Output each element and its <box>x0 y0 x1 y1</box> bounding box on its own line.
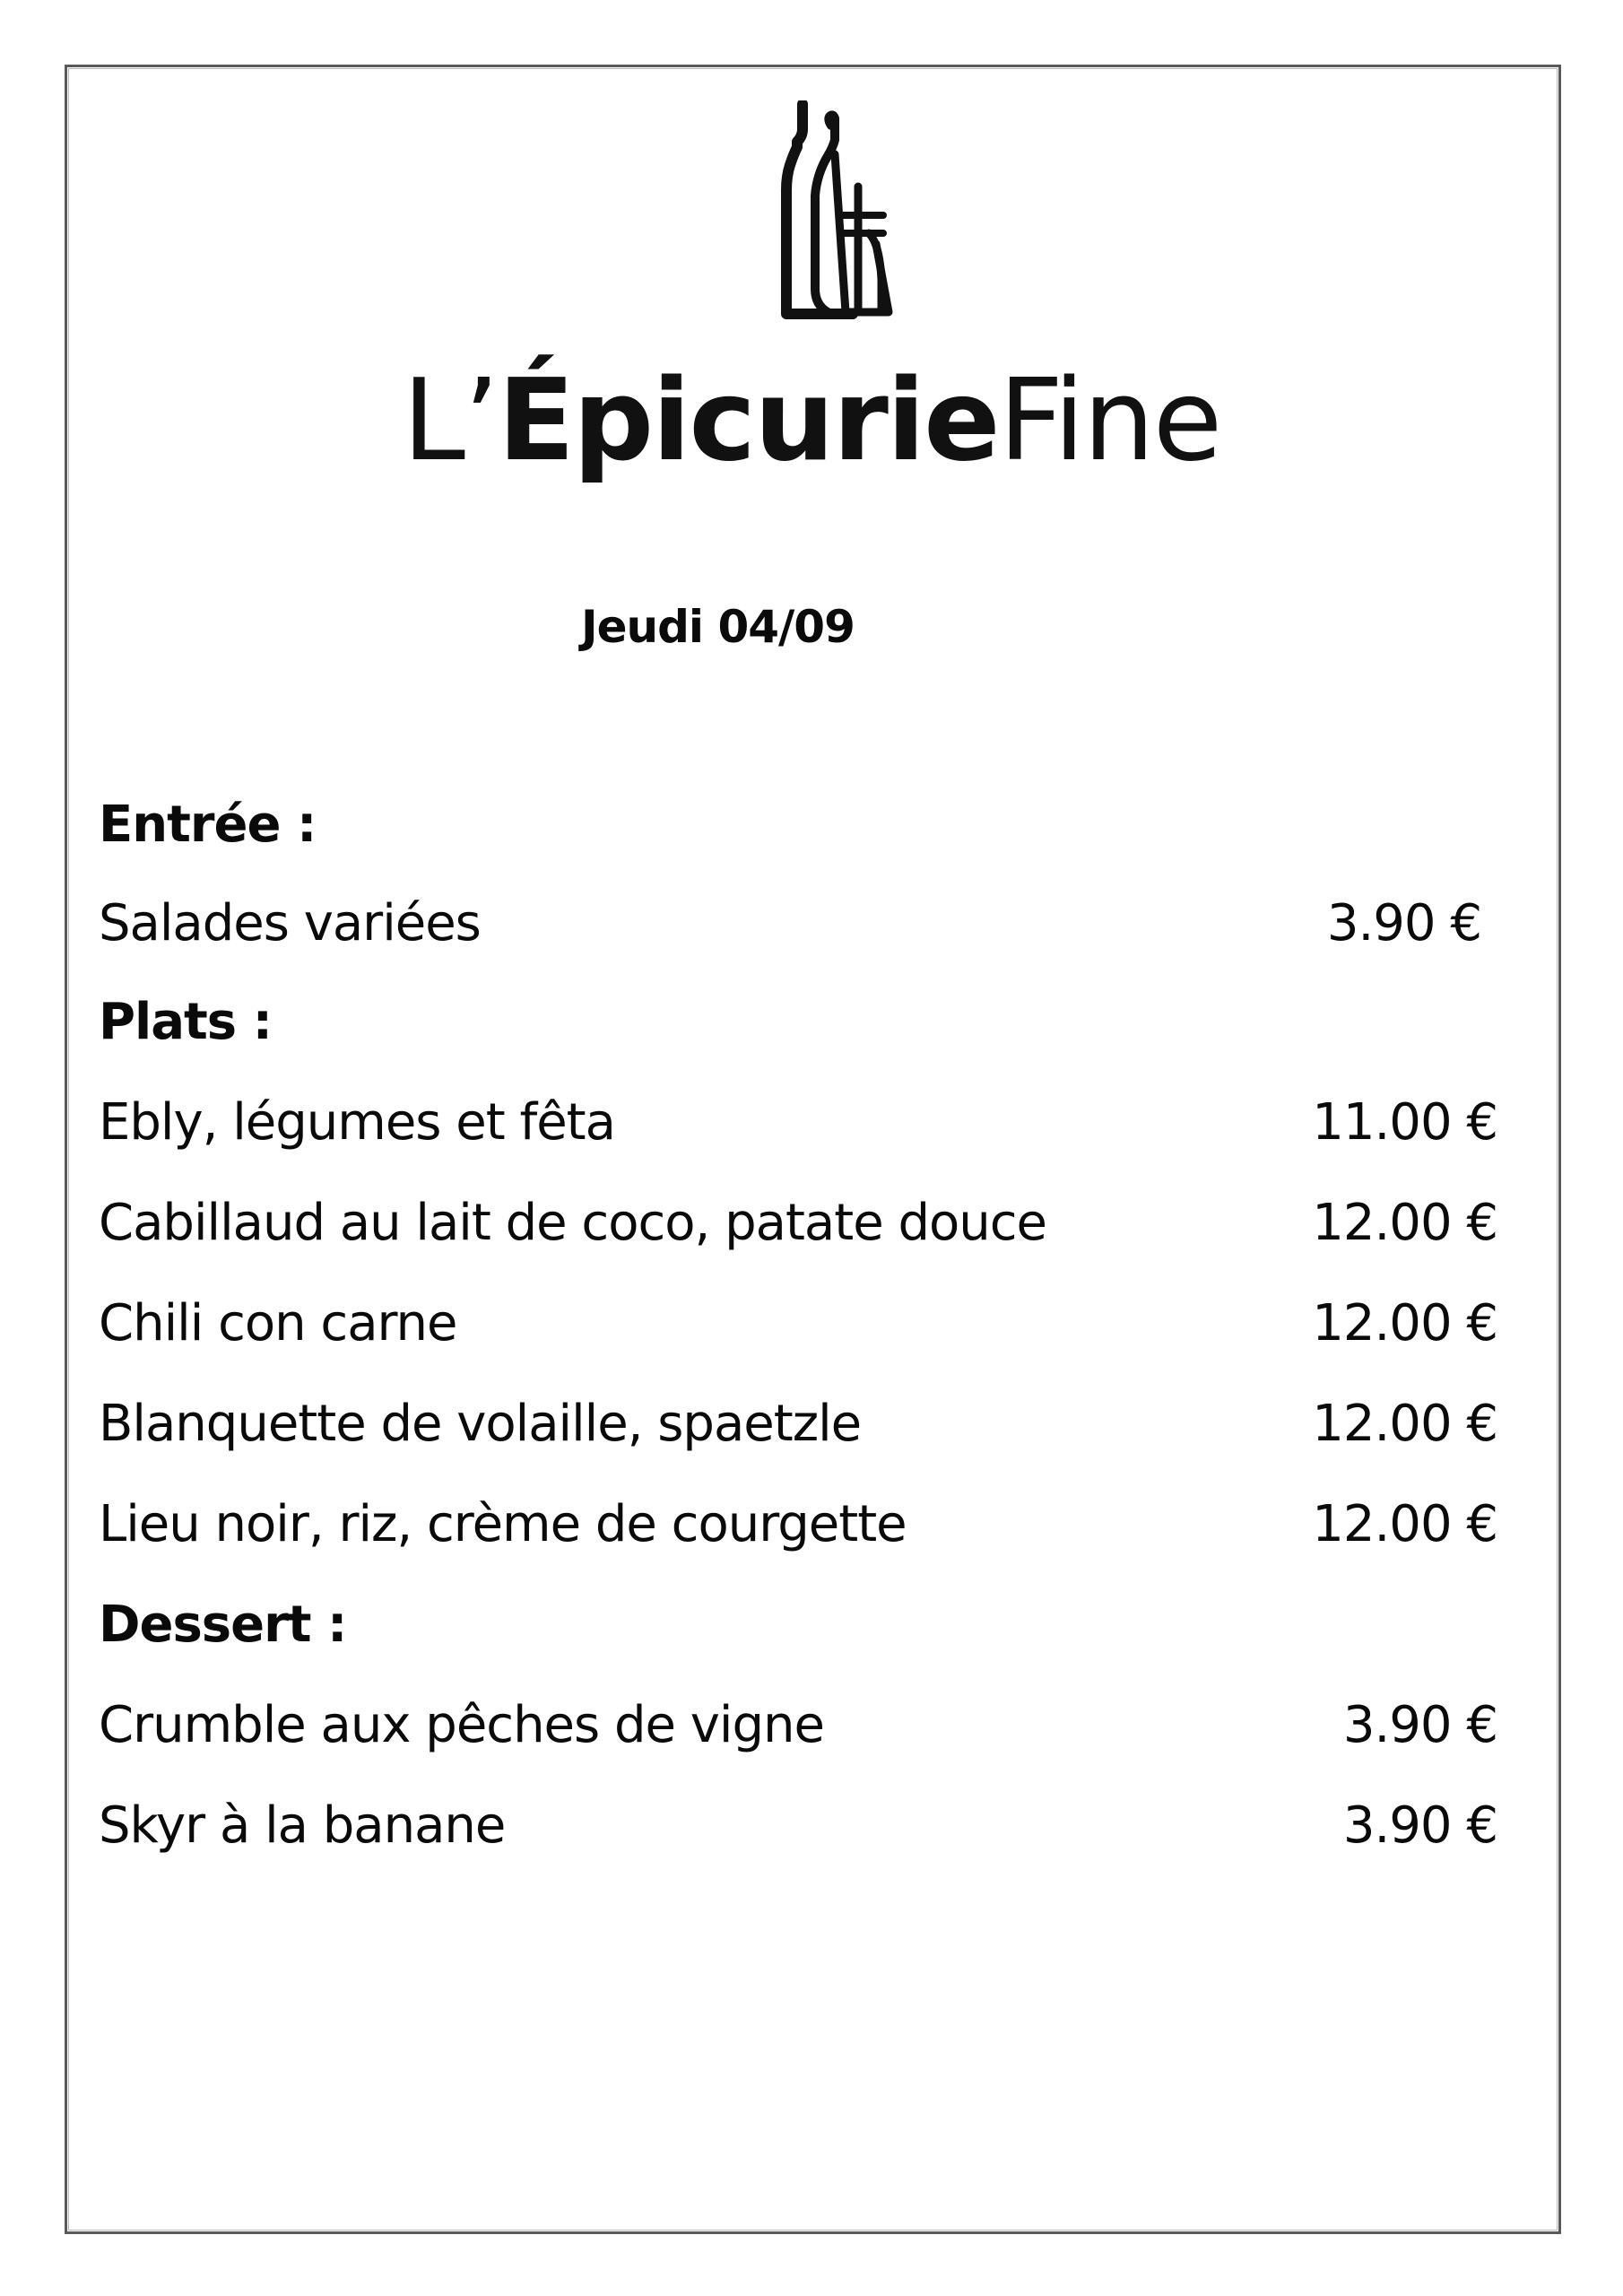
menu-item-name: Chili con carne <box>99 1294 457 1352</box>
menu-item-name: Cabillaud au lait de coco, patate douce <box>99 1194 1046 1252</box>
brand-part-1: L’ <box>402 354 498 486</box>
menu-item <box>99 1489 1497 1561</box>
menu-item <box>99 1187 1497 1259</box>
menu-item-price: 11.00 € <box>1312 1093 1497 1152</box>
section-heading-label: Plats : <box>99 993 273 1051</box>
menu-item <box>99 888 1497 960</box>
menu-item-price: 3.90 € <box>1342 1696 1497 1754</box>
menu-item-price: 12.00 € <box>1312 1294 1497 1352</box>
section-heading-dessert <box>99 1589 1497 1661</box>
menu-item-price: 12.00 € <box>1312 1395 1497 1453</box>
bottles-and-glass-icon <box>776 100 910 321</box>
menu-item <box>99 1690 1497 1761</box>
section-heading-plats <box>99 987 1497 1058</box>
menu-item-price: 3.90 € <box>1342 1796 1497 1855</box>
menu-item-price: 3.90 € <box>1326 894 1481 952</box>
menu-item-price: 12.00 € <box>1312 1495 1497 1553</box>
section-heading-entree <box>99 789 1497 861</box>
menu-item-name: Ebly, légumes et fêta <box>99 1093 615 1152</box>
menu-item-name: Lieu noir, riz, crème de courgette <box>99 1495 907 1553</box>
brand-wordmark <box>0 353 1623 488</box>
menu-item <box>99 1087 1497 1159</box>
section-heading-label: Entrée : <box>99 796 317 854</box>
menu-item-price: 12.00 € <box>1312 1194 1497 1252</box>
menu-date: Jeudi 04/09 <box>581 601 855 653</box>
brand-part-3: Fine <box>998 354 1221 486</box>
menu-item-name: Salades variées <box>99 894 481 952</box>
menu-item-name: Crumble aux pêches de vigne <box>99 1696 824 1754</box>
menu-item <box>99 1388 1497 1460</box>
menu-item-name: Skyr à la banane <box>99 1796 506 1855</box>
menu-item <box>99 1288 1497 1360</box>
menu-item <box>99 1790 1497 1862</box>
menu-item-name: Blanquette de volaille, spaetzle <box>99 1395 862 1453</box>
brand-part-2: Épicurie <box>497 354 999 486</box>
section-heading-label: Dessert : <box>99 1596 347 1654</box>
